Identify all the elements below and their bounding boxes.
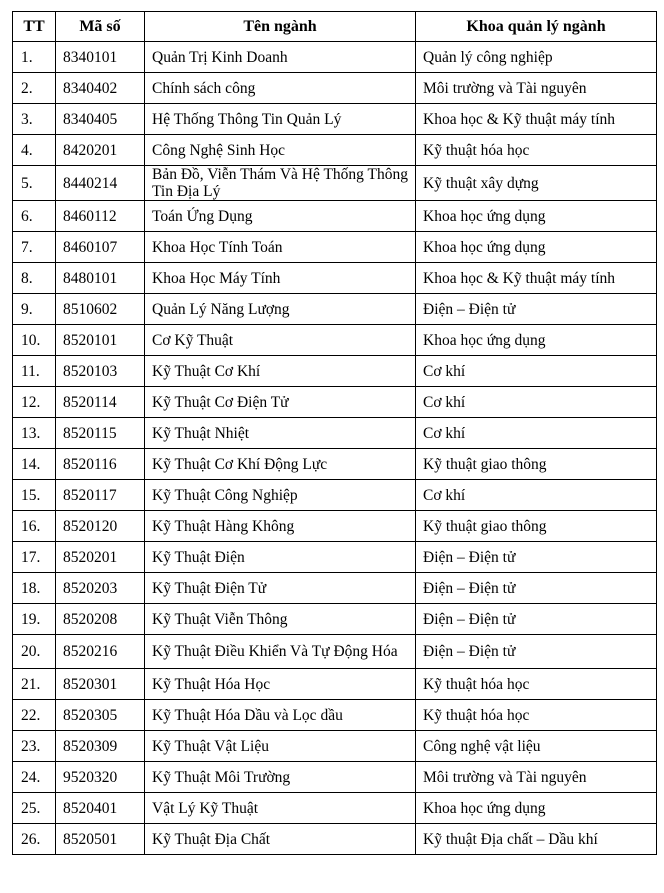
table-row bbox=[13, 669, 657, 700]
major-code: 8340101 bbox=[56, 42, 145, 73]
major-name: Kỹ Thuật Hàng Không bbox=[145, 511, 416, 542]
major-code: 8520216 bbox=[56, 635, 145, 669]
managing-faculty: Cơ khí bbox=[416, 387, 657, 418]
major-code: 8520201 bbox=[56, 542, 145, 573]
table-row bbox=[13, 42, 657, 73]
row-number: 2. bbox=[13, 73, 56, 104]
table-row bbox=[13, 700, 657, 731]
row-number: 24. bbox=[13, 762, 56, 793]
table-row bbox=[13, 387, 657, 418]
managing-faculty: Điện – Điện tử bbox=[416, 294, 657, 325]
major-name: Quản Lý Năng Lượng bbox=[145, 294, 416, 325]
managing-faculty: Khoa học & Kỹ thuật máy tính bbox=[416, 104, 657, 135]
major-code: 8460112 bbox=[56, 201, 145, 232]
major-code: 8420201 bbox=[56, 135, 145, 166]
row-number: 10. bbox=[13, 325, 56, 356]
managing-faculty: Cơ khí bbox=[416, 356, 657, 387]
major-code: 8520401 bbox=[56, 793, 145, 824]
table-row bbox=[13, 294, 657, 325]
table-row bbox=[13, 511, 657, 542]
managing-faculty: Môi trường và Tài nguyên bbox=[416, 762, 657, 793]
row-number: 12. bbox=[13, 387, 56, 418]
major-code: 8460107 bbox=[56, 232, 145, 263]
major-name: Chính sách công bbox=[145, 73, 416, 104]
row-number: 5. bbox=[13, 166, 56, 201]
row-number: 3. bbox=[13, 104, 56, 135]
major-name: Kỹ Thuật Vật Liệu bbox=[145, 731, 416, 762]
table-row bbox=[13, 418, 657, 449]
major-name: Kỹ Thuật Môi Trường bbox=[145, 762, 416, 793]
major-code: 8520203 bbox=[56, 573, 145, 604]
major-name: Kỹ Thuật Cơ Điện Tử bbox=[145, 387, 416, 418]
major-name: Kỹ Thuật Nhiệt bbox=[145, 418, 416, 449]
major-name: Kỹ Thuật Cơ Khí Động Lực bbox=[145, 449, 416, 480]
row-number: 26. bbox=[13, 824, 56, 855]
row-number: 4. bbox=[13, 135, 56, 166]
managing-faculty: Khoa học & Kỹ thuật máy tính bbox=[416, 263, 657, 294]
managing-faculty: Kỹ thuật giao thông bbox=[416, 449, 657, 480]
table-row bbox=[13, 604, 657, 635]
major-code: 8520208 bbox=[56, 604, 145, 635]
table-body bbox=[13, 42, 657, 855]
row-number: 7. bbox=[13, 232, 56, 263]
header-tt: TT bbox=[13, 12, 56, 42]
major-code: 9520320 bbox=[56, 762, 145, 793]
table-row bbox=[13, 449, 657, 480]
table-row bbox=[13, 731, 657, 762]
header-name: Tên ngành bbox=[145, 12, 416, 42]
major-name: Kỹ Thuật Địa Chất bbox=[145, 824, 416, 855]
row-number: 16. bbox=[13, 511, 56, 542]
major-name: Kỹ Thuật Hóa Học bbox=[145, 669, 416, 700]
row-number: 22. bbox=[13, 700, 56, 731]
table-row bbox=[13, 573, 657, 604]
row-number: 20. bbox=[13, 635, 56, 669]
managing-faculty: Kỹ thuật hóa học bbox=[416, 700, 657, 731]
table-row bbox=[13, 325, 657, 356]
major-name: Kỹ Thuật Cơ Khí bbox=[145, 356, 416, 387]
managing-faculty: Điện – Điện tử bbox=[416, 573, 657, 604]
row-number: 19. bbox=[13, 604, 56, 635]
major-name: Kỹ Thuật Điện Tử bbox=[145, 573, 416, 604]
major-name: Hệ Thống Thông Tin Quản Lý bbox=[145, 104, 416, 135]
table-row bbox=[13, 542, 657, 573]
majors-table bbox=[12, 11, 657, 855]
table-row bbox=[13, 201, 657, 232]
major-name: Kỹ Thuật Điện bbox=[145, 542, 416, 573]
table-row bbox=[13, 793, 657, 824]
major-name: Khoa Học Tính Toán bbox=[145, 232, 416, 263]
major-name: Vật Lý Kỹ Thuật bbox=[145, 793, 416, 824]
table-row bbox=[13, 232, 657, 263]
row-number: 21. bbox=[13, 669, 56, 700]
major-code: 8520305 bbox=[56, 700, 145, 731]
major-name: Quản Trị Kinh Doanh bbox=[145, 42, 416, 73]
major-code: 8340402 bbox=[56, 73, 145, 104]
row-number: 13. bbox=[13, 418, 56, 449]
header-code: Mã số bbox=[56, 12, 145, 42]
managing-faculty: Kỹ thuật giao thông bbox=[416, 511, 657, 542]
managing-faculty: Kỹ thuật hóa học bbox=[416, 669, 657, 700]
major-code: 8520116 bbox=[56, 449, 145, 480]
major-code: 8520114 bbox=[56, 387, 145, 418]
table-row bbox=[13, 635, 657, 669]
managing-faculty: Khoa học ứng dụng bbox=[416, 201, 657, 232]
major-name: Công Nghệ Sinh Học bbox=[145, 135, 416, 166]
table-row bbox=[13, 73, 657, 104]
table-row bbox=[13, 480, 657, 511]
major-name: Cơ Kỹ Thuật bbox=[145, 325, 416, 356]
major-code: 8520103 bbox=[56, 356, 145, 387]
major-name: Toán Ứng Dụng bbox=[145, 201, 416, 232]
row-number: 9. bbox=[13, 294, 56, 325]
managing-faculty: Cơ khí bbox=[416, 418, 657, 449]
major-code: 8340405 bbox=[56, 104, 145, 135]
table-row bbox=[13, 356, 657, 387]
table-row bbox=[13, 104, 657, 135]
major-code: 8520117 bbox=[56, 480, 145, 511]
major-code: 8480101 bbox=[56, 263, 145, 294]
managing-faculty: Điện – Điện tử bbox=[416, 635, 657, 669]
managing-faculty: Cơ khí bbox=[416, 480, 657, 511]
table-row bbox=[13, 166, 657, 201]
header-row bbox=[13, 12, 657, 42]
row-number: 11. bbox=[13, 356, 56, 387]
major-name: Kỹ Thuật Hóa Dầu và Lọc dầu bbox=[145, 700, 416, 731]
major-name: Khoa Học Máy Tính bbox=[145, 263, 416, 294]
row-number: 25. bbox=[13, 793, 56, 824]
table-row bbox=[13, 762, 657, 793]
managing-faculty: Khoa học ứng dụng bbox=[416, 232, 657, 263]
major-code: 8520501 bbox=[56, 824, 145, 855]
major-code: 8440214 bbox=[56, 166, 145, 201]
major-name: Kỹ Thuật Công Nghiệp bbox=[145, 480, 416, 511]
row-number: 6. bbox=[13, 201, 56, 232]
managing-faculty: Quản lý công nghiệp bbox=[416, 42, 657, 73]
major-name: Kỹ Thuật Viễn Thông bbox=[145, 604, 416, 635]
major-code: 8520301 bbox=[56, 669, 145, 700]
managing-faculty: Kỹ thuật hóa học bbox=[416, 135, 657, 166]
row-number: 8. bbox=[13, 263, 56, 294]
managing-faculty: Khoa học ứng dụng bbox=[416, 325, 657, 356]
managing-faculty: Khoa học ứng dụng bbox=[416, 793, 657, 824]
row-number: 23. bbox=[13, 731, 56, 762]
major-name: Kỹ Thuật Điều Khiển Và Tự Động Hóa bbox=[145, 635, 416, 669]
row-number: 17. bbox=[13, 542, 56, 573]
row-number: 18. bbox=[13, 573, 56, 604]
managing-faculty: Kỹ thuật xây dựng bbox=[416, 166, 657, 201]
major-code: 8510602 bbox=[56, 294, 145, 325]
table-row bbox=[13, 263, 657, 294]
header-dept: Khoa quản lý ngành bbox=[416, 12, 657, 42]
row-number: 1. bbox=[13, 42, 56, 73]
major-name: Bản Đồ, Viễn Thám Và Hệ Thống Thông Tin Địa Lý bbox=[145, 166, 416, 201]
row-number: 14. bbox=[13, 449, 56, 480]
table-row bbox=[13, 135, 657, 166]
major-code: 8520101 bbox=[56, 325, 145, 356]
row-number: 15. bbox=[13, 480, 56, 511]
managing-faculty: Điện – Điện tử bbox=[416, 542, 657, 573]
managing-faculty: Công nghệ vật liệu bbox=[416, 731, 657, 762]
major-code: 8520115 bbox=[56, 418, 145, 449]
managing-faculty: Điện – Điện tử bbox=[416, 604, 657, 635]
major-code: 8520309 bbox=[56, 731, 145, 762]
managing-faculty: Môi trường và Tài nguyên bbox=[416, 73, 657, 104]
table-row bbox=[13, 824, 657, 855]
major-code: 8520120 bbox=[56, 511, 145, 542]
managing-faculty: Kỹ thuật Địa chất – Dầu khí bbox=[416, 824, 657, 855]
